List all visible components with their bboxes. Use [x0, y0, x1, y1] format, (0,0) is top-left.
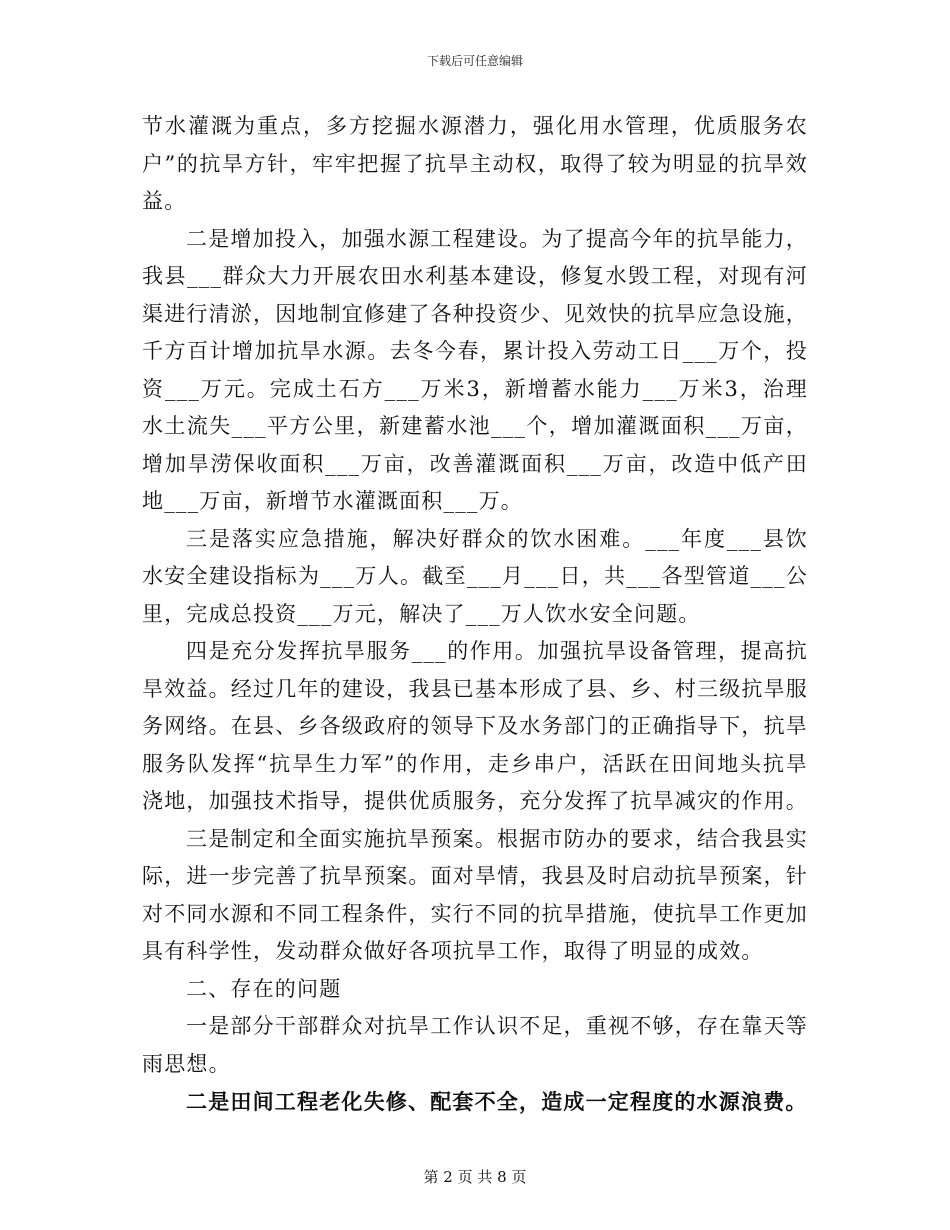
paragraph-service-team: 四是充分发挥抗旱服务___的作用。加强抗旱设备管理，提高抗旱效益。经过几年的建设，我县已基本形成了县、乡、村三级抗旱服务网络。在县、乡各级政府的领导下及水务部门的正确指导下，抗旱服务队发挥“抗旱生力军”的作用，走乡串户，活跃在田间地头抗旱浇地，加强技术指导，提供优质服务，充分发挥了抗旱减灾的作用。: [142, 639, 808, 813]
document-body: [142, 108, 808, 1121]
paragraph-investment: 二是增加投入，加强水源工程建设。为了提高今年的抗旱能力，我县___群众大力开展农田水利基本建设，修复水毁工程，对现有河渠进行清淤，因地制宜修建了各种投资少、见效快的抗旱应急设施，千方百计增加抗旱水源。去冬今春，累计投入劳动工日___万个，投资___万元。完成土石方___万米3，新增蓄水能力___万米3，治理水土流失___平方公里，新建蓄水池___个，增加灌溉面积___万亩，增加旱涝保收面积___万亩，改善灌溉面积___万亩，改造中低产田地___万亩，新增节水灌溉面积___万。: [142, 226, 808, 513]
paragraph-continuation: 节水灌溉为重点，多方挖掘水源潜力，强化用水管理，优质服务农户”的抗旱方针，牢牢把握了抗旱主动权，取得了较为明显的抗旱效益。: [142, 114, 808, 213]
page-footer: 第 2 页 共 8 页: [423, 1168, 527, 1186]
paragraph-problem-awareness: 一是部分干部群众对抗旱工作认识不足，重视不够，存在靠天等雨思想。: [142, 1014, 808, 1076]
paragraph-emergency-measures: 三是落实应急措施，解决好群众的饮水困难。___年度___县饮水安全建设指标为___万人。截至___月___日，共___各型管道___公里，完成总投资___万元，解决了___万人饮水安全问题。: [142, 526, 808, 626]
page-header: 下载后可任意编辑: [426, 54, 523, 68]
section-heading-problems: 二、存在的问题: [186, 976, 342, 1001]
paragraph-problem-infrastructure: 二是田间工程老化失修、配套不全，造成一定程度的水源浪费。: [186, 1089, 808, 1114]
paragraph-drought-plan: 三是制定和全面实施抗旱预案。根据市防办的要求，结合我县实际，进一步完善了抗旱预案。面对旱情，我县及时启动抗旱预案，针对不同水源和不同工程条件，实行不同的抗旱措施，使抗旱工作更加具有科学性，发动群众做好各项抗旱工作，取得了明显的成效。: [142, 826, 808, 963]
